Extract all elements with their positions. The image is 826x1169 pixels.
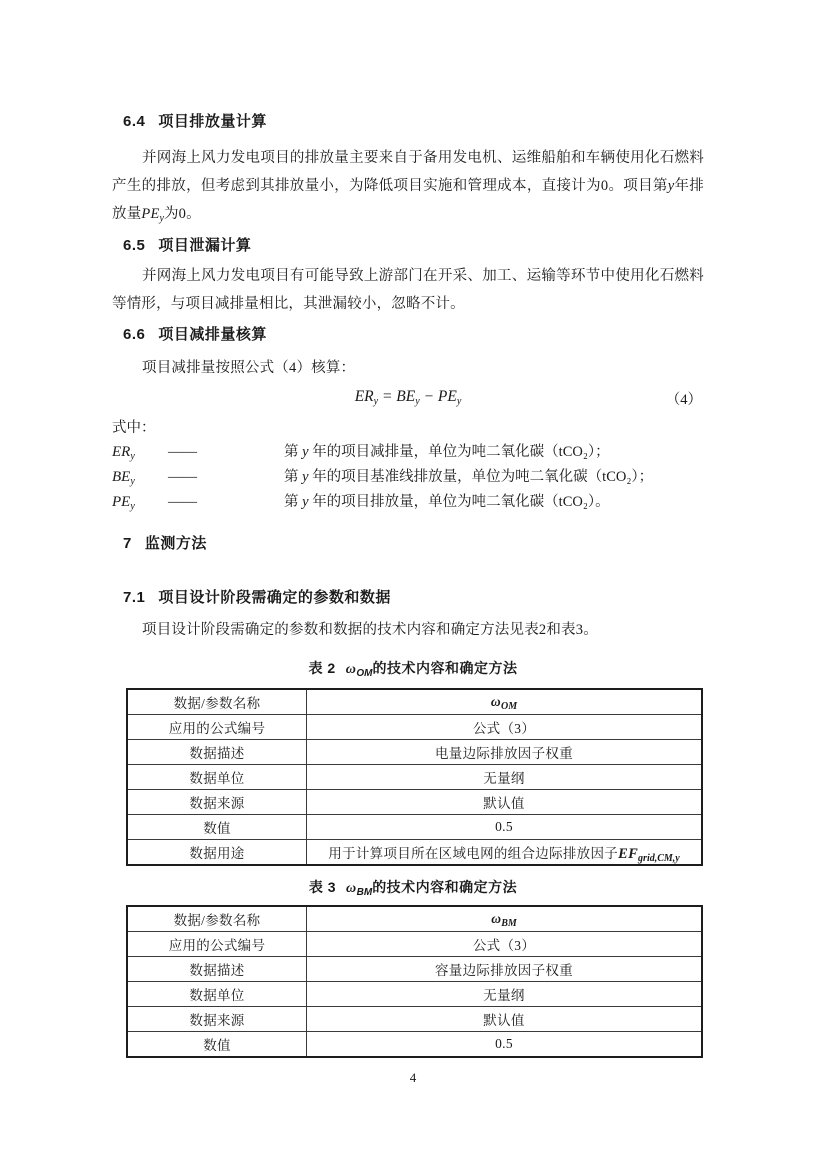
row-value: [307, 840, 703, 866]
row-label: 数据描述: [127, 957, 307, 982]
section-heading-6-5: [123, 234, 704, 255]
row-value: [307, 906, 703, 932]
row-label: 数据单位: [127, 982, 307, 1007]
row-label: 数据单位: [127, 765, 307, 790]
symbol-omega-sub: BM: [356, 887, 373, 898]
row-label: 数据来源: [127, 1007, 307, 1032]
table-2: [126, 688, 703, 866]
row-label: 数值: [127, 815, 307, 840]
table-row: [127, 982, 702, 1007]
paragraph-text: 为0。: [163, 206, 201, 222]
definition-dash: ——: [168, 494, 197, 510]
cell-text: 用于计算项目所在区域电网的组合边际排放因子: [328, 845, 619, 861]
symbol-omega-sub: BM: [501, 918, 517, 929]
table-3-caption: [0, 877, 826, 897]
symbol-omega-sub: OM: [500, 701, 518, 712]
row-value: [307, 689, 703, 715]
table-row: [127, 932, 702, 957]
symbol-omega: ω: [491, 911, 502, 926]
paragraph-text: 年排放量: [112, 178, 704, 222]
table-row: [127, 957, 702, 982]
section-heading-7: [123, 532, 704, 553]
table-row: [127, 906, 702, 932]
row-label: 数据描述: [127, 740, 307, 765]
symbol-omega-sub: OM: [356, 668, 373, 679]
symbol-BE: $BE_y$: [112, 469, 135, 487]
caption-text: 的技术内容和确定方法: [372, 879, 518, 895]
definition-text: 第 y 年的项目减排量，单位为吨二氧化碳（tCO₂）；: [284, 444, 610, 460]
row-value: 电量边际排放因子权重: [307, 740, 703, 765]
section-number: 6.4: [123, 113, 146, 130]
row-label: 数据来源: [127, 790, 307, 815]
table-row: [127, 1007, 702, 1032]
row-label: 数值: [127, 1032, 307, 1058]
definition-row-BE: [112, 465, 704, 490]
symbol-PE-sub: y: [456, 396, 462, 407]
row-value: 0.5: [307, 1032, 703, 1058]
row-value: 默认值: [307, 790, 703, 815]
paragraph-7-1: 项目设计阶段需确定的参数和数据的技术内容和确定方法见表2和表3。: [142, 622, 598, 638]
row-label: 数据用途: [127, 840, 307, 866]
paragraph-6-6-intro: 项目减排量按照公式（4）核算：: [142, 360, 356, 376]
table-row: [127, 765, 702, 790]
equals-sign: =: [378, 388, 397, 405]
equation-body: [112, 388, 704, 406]
caption-text: 的技术内容和确定方法: [372, 660, 518, 676]
table-row: [127, 689, 702, 715]
var-y: y: [667, 178, 675, 194]
definition-row-ER: [112, 440, 704, 465]
section-title: 项目排放量计算: [158, 113, 267, 130]
definition-dash: ——: [168, 469, 197, 485]
table-row: [127, 840, 702, 866]
section-title: 项目泄漏计算: [158, 237, 252, 254]
section-title: 项目设计阶段需确定的参数和数据: [158, 589, 391, 606]
section-number: 7: [123, 535, 132, 552]
section-number: 6.5: [123, 237, 146, 254]
definition-text: 第 y 年的项目排放量，单位为吨二氧化碳（tCO₂）。: [284, 494, 610, 510]
symbol-omega: ω: [490, 694, 501, 709]
page-number: 4: [409, 1070, 417, 1085]
minus-sign: −: [419, 388, 438, 405]
section-title: 项目减排量核算: [158, 326, 267, 343]
row-label: 应用的公式编号: [127, 715, 307, 740]
table-row: [127, 815, 702, 840]
definition-list: [112, 440, 704, 515]
section-number: 6.6: [123, 326, 146, 343]
where-label: 式中：: [112, 420, 156, 436]
paragraph-6-4: [112, 144, 704, 230]
symbol-BE-sub: y: [415, 396, 420, 407]
symbol-PE-sub: y: [159, 213, 164, 224]
row-label: 数据/参数名称: [127, 689, 307, 715]
paragraph-6-5: 并网海上风力发电项目有可能导致上游部门在开采、加工、运输等环节中使用化石燃料等情形，与项目减排量相比，其泄漏较小，忽略不计。: [112, 268, 704, 312]
table-row: [127, 715, 702, 740]
section-heading-7-1: [123, 586, 704, 607]
table-row: [127, 790, 702, 815]
paragraph-text: 并网海上风力发电项目的排放量主要来自于备用发电机、运维船舶和车辆使用化石燃料产生的排放，但考虑到其排放量小，为降低项目实施和管理成本，直接计为0。项目第: [112, 150, 704, 194]
symbol-ER-sub: y: [373, 396, 379, 407]
section-heading-6-6: [123, 323, 704, 344]
symbol-ER: $ER_y$: [112, 444, 135, 462]
symbol-EF-sub: grid,CM,y: [638, 852, 680, 864]
row-value: 容量边际排放因子权重: [307, 957, 703, 982]
table-row: [127, 1032, 702, 1058]
row-value: 公式（3）: [307, 932, 703, 957]
table-2-caption: [0, 658, 826, 678]
symbol-ER: ER: [354, 388, 374, 405]
row-value: 公式（3）: [307, 715, 703, 740]
symbol-omega: ω: [346, 881, 357, 896]
section-number: 7.1: [123, 589, 146, 606]
row-value: 默认值: [307, 1007, 703, 1032]
definition-dash: ——: [168, 444, 197, 460]
table-3: [126, 905, 703, 1058]
row-label: 应用的公式编号: [127, 932, 307, 957]
row-value: 无量纲: [307, 765, 703, 790]
symbol-BE: BE: [396, 388, 416, 405]
symbol-omega: ω: [345, 662, 357, 677]
equation-4: [112, 388, 704, 412]
section-heading-6-4: [123, 110, 704, 131]
symbol-PE: $PE_y$: [112, 494, 135, 512]
symbol-PE: PE: [141, 206, 160, 222]
row-value: 无量纲: [307, 982, 703, 1007]
section-title: 监测方法: [144, 535, 207, 552]
row-label: 数据/参数名称: [127, 906, 307, 932]
table-row: [127, 740, 702, 765]
table-2-label: 表 2: [308, 660, 336, 676]
symbol-EF: EF: [618, 845, 639, 862]
equation-number: （4）: [665, 392, 702, 408]
definition-text: 第 y 年的项目基准线排放量，单位为吨二氧化碳（tCO₂）；: [284, 469, 654, 485]
table-3-label: 表 3: [308, 879, 336, 895]
definition-row-PE: [112, 490, 704, 515]
symbol-PE: PE: [437, 388, 457, 405]
row-value: 0.5: [307, 815, 703, 840]
